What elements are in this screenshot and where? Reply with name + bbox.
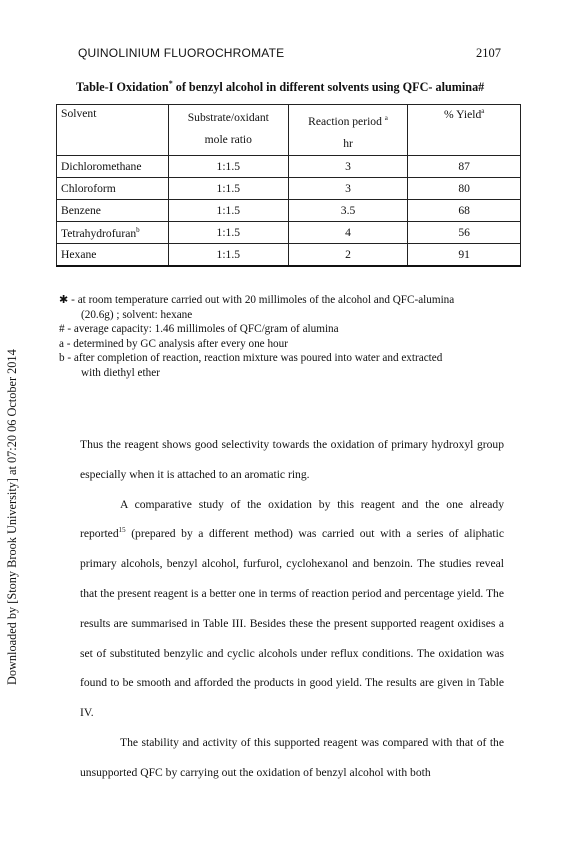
paragraph-comparative-study: A comparative study of the oxidation by this reagent and the one already reported$^{15}$ (prepared by a different method) was carried out with a series of aliphatic primary alcohols, benzyl alcohol, furfurol, cyclohexanol and benzoin. The studies reveal that the present reagent is a better one in terms of reaction period and percentage yield. The results are summarised in Table III. Besides these the present supported reagent oxidises a set of substituted benzylic and cyclic alcohols under reflux conditions. The oxidation was found to be smooth and afforded the products in good yield. The results are given in Table IV. [80,497,504,720]
footnote-b-continued: with diethyl ether [81,366,160,379]
cell-ratio: 1:1.5 [168,244,288,267]
table-row [57,178,521,200]
download-watermark: Downloaded by [Stony Brook University] at 07:20 06 October 2014 [5,349,19,685]
header-mole-ratio: Substrate/oxidant mole ratio [168,105,288,156]
cell-ratio: 1:1.5 [168,178,288,200]
table-row [57,200,521,222]
running-title: QUINOLINIUM FLUOROCHROMATE [78,46,285,60]
cell-solvent: Benzene [57,200,169,222]
solvent-oxidation-table [56,104,521,267]
caption-asterisk-mark: * [168,79,173,88]
cell-yield: 87 [408,156,521,178]
footnote-b: b - after completion of reaction, reaction mixture was poured into water and extracted [59,352,443,365]
footnote-a: a - determined by GC analysis after every one hour [59,337,288,350]
header-reaction-period: Reaction period $^a$ hr [288,105,408,156]
paragraph-selectivity: Thus the reagent shows good selectivity towards the oxidation of primary hydroxyl group especially when it is attached to an aromatic ring. [80,438,504,481]
cell-ratio: 1:1.5 [168,222,288,244]
cell-solvent: Hexane [57,244,169,267]
cell-period: 2 [288,244,408,267]
cell-period: 4 [288,222,408,244]
table-header-row [57,105,521,156]
cell-yield: 56 [408,222,521,244]
page-number: 2107 [476,46,501,60]
cell-period: 3 [288,178,408,200]
cell-solvent: Dichloromethane [57,156,169,178]
cell-yield: 91 [408,244,521,267]
footnote-b-mark: b [136,225,140,234]
cell-ratio: 1:1.5 [168,200,288,222]
header-yield: % Yield$^a$ [408,105,521,156]
cell-yield: 68 [408,200,521,222]
paragraph-stability: The stability and activity of this supported reagent was compared with that of the unsupported QFC by carrying out the oxidation of benzyl alcohol with both [80,735,504,779]
table-row [57,222,521,244]
footnote-hash: # - average capacity: 1.46 millimoles of QFC/gram of alumina [59,323,339,336]
table-caption-start: Table-I Oxidation [76,80,169,94]
cell-solvent: Chloroform [57,178,169,200]
footnote-star: ✱ - at room temperature carried out with 20 millimoles of the alcohol and QFC-alumina [59,294,455,306]
body-text [80,430,504,788]
reference-mark: 15 [118,526,126,535]
table-caption [76,79,516,95]
cell-period: 3 [288,156,408,178]
table-row [57,244,521,267]
footnote-star-continued: (20.6g) ; solvent: hexane [81,308,193,321]
cell-period: 3.5 [288,200,408,222]
table-footnotes [59,293,519,381]
cell-yield: 80 [408,178,521,200]
table-row [57,156,521,178]
cell-solvent: Tetrahydrofuran$^b$ [57,222,169,244]
table-caption-end: of benzyl alcohol in different solvents using QFC- alumina# [172,80,485,94]
header-solvent: Solvent [57,105,169,156]
cell-ratio: 1:1.5 [168,156,288,178]
